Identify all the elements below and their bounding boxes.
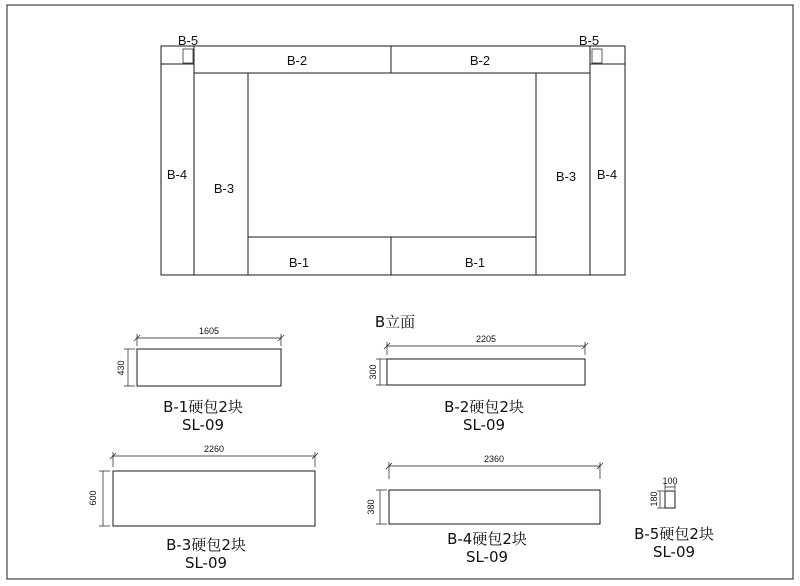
piece-b1-rect	[137, 349, 281, 386]
label-b1-left: B-1	[288, 255, 310, 270]
piece-b4	[366, 454, 603, 566]
piece-b2-code: SL-09	[462, 416, 506, 434]
piece-b3-caption: B-3硬包2块	[166, 536, 246, 554]
b5-right-piece	[592, 49, 602, 63]
elevation-drawing	[161, 33, 625, 331]
piece-b5-code: SL-09	[652, 543, 696, 561]
label-b5-left: B-5	[177, 33, 199, 48]
label-b2-left: B-2	[286, 53, 308, 68]
piece-b2	[368, 334, 588, 434]
piece-b3-width: 2260	[203, 444, 225, 454]
piece-b5-height: 180	[649, 491, 659, 507]
piece-b1-code: SL-09	[181, 416, 225, 434]
piece-b4-width: 2360	[483, 454, 505, 464]
piece-b2-caption: B-2硬包2块	[444, 398, 524, 416]
piece-b4-caption: B-4硬包2块	[447, 530, 527, 548]
piece-b3	[88, 444, 318, 572]
piece-b2-rect	[387, 359, 585, 385]
piece-b3-rect	[113, 471, 315, 526]
piece-b5-width: 100	[662, 476, 678, 486]
piece-b4-height: 380	[366, 499, 376, 515]
piece-b4-code: SL-09	[465, 548, 509, 566]
label-b4-left: B-4	[166, 167, 188, 182]
b5-left-piece	[183, 49, 193, 63]
piece-b5	[634, 476, 714, 561]
piece-b2-height: 300	[368, 364, 378, 380]
label-b3-left: B-3	[213, 181, 235, 196]
piece-b4-rect	[389, 490, 600, 524]
piece-b3-height: 600	[88, 490, 98, 506]
label-b1-right: B-1	[464, 255, 486, 270]
piece-b5-caption: B-5硬包2块	[634, 525, 714, 543]
label-b3-right: B-3	[555, 169, 577, 184]
elevation-title: B立面	[374, 313, 416, 331]
piece-b1-height: 430	[116, 360, 126, 376]
piece-b2-width: 2205	[475, 334, 497, 344]
piece-b5-rect	[665, 491, 675, 508]
piece-b3-code: SL-09	[184, 554, 228, 572]
piece-b1-width: 1605	[198, 326, 220, 336]
label-b4-right: B-4	[596, 167, 618, 182]
elevation-outline	[161, 46, 625, 275]
label-b2-right: B-2	[469, 53, 491, 68]
label-b5-right: B-5	[578, 33, 600, 48]
piece-b1	[116, 326, 284, 434]
piece-b1-caption: B-1硬包2块	[163, 398, 243, 416]
